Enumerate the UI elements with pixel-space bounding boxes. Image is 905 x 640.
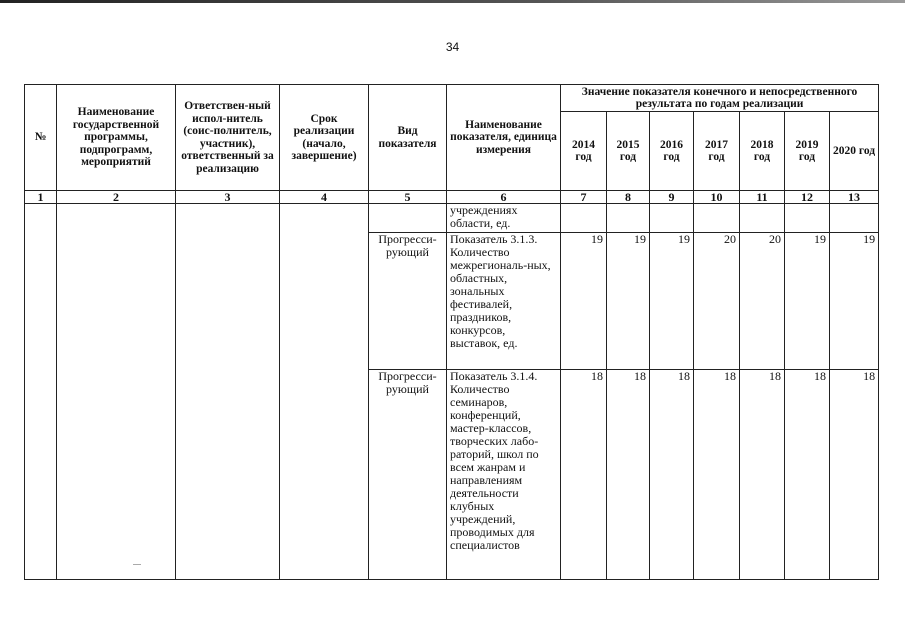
column-number: 13 bbox=[830, 191, 879, 204]
column-number: 12 bbox=[785, 191, 830, 204]
header-col-number: № bbox=[25, 85, 57, 191]
column-number: 11 bbox=[740, 191, 785, 204]
column-number: 8 bbox=[607, 191, 650, 204]
cell-period bbox=[280, 204, 369, 580]
header-col-indicator-name: Наименование показателя, единица измерения bbox=[447, 85, 561, 191]
cell-indicator-type: Прогресси-рующий bbox=[369, 370, 447, 580]
cell-value: 18 bbox=[694, 370, 740, 580]
header-year-2018: 2018 год bbox=[740, 112, 785, 191]
column-number: 10 bbox=[694, 191, 740, 204]
indicators-table bbox=[24, 84, 879, 580]
cell-number bbox=[25, 204, 57, 580]
cell-value: 18 bbox=[740, 370, 785, 580]
cell-value bbox=[650, 204, 694, 233]
column-number: 4 bbox=[280, 191, 369, 204]
cell-indicator-name: учреждениях области, ед. bbox=[447, 204, 561, 233]
cell-value: 19 bbox=[561, 233, 607, 370]
cell-value: 20 bbox=[694, 233, 740, 370]
cell-indicator-type bbox=[369, 204, 447, 233]
header-col-executor: Ответствен-ный испол-нитель (соис-полнитель, участник), ответственный за реализацию bbox=[176, 85, 280, 191]
header-year-2014: 2014 год bbox=[561, 112, 607, 191]
header-col-program: Наименование государственной программы, подпрограмм, мероприятий bbox=[57, 85, 176, 191]
cell-value: 18 bbox=[785, 370, 830, 580]
column-number: 9 bbox=[650, 191, 694, 204]
header-year-2015: 2015 год bbox=[607, 112, 650, 191]
cell-value: 19 bbox=[785, 233, 830, 370]
cell-value: 20 bbox=[740, 233, 785, 370]
header-year-2016: 2016 год bbox=[650, 112, 694, 191]
column-number: 5 bbox=[369, 191, 447, 204]
cell-value: 18 bbox=[607, 370, 650, 580]
header-year-2017: 2017 год bbox=[694, 112, 740, 191]
header-col-indicator-type: Вид показателя bbox=[369, 85, 447, 191]
header-year-2019: 2019 год bbox=[785, 112, 830, 191]
column-number: 3 bbox=[176, 191, 280, 204]
cell-value bbox=[561, 204, 607, 233]
cell-indicator-name: Показатель 3.1.4. Количество семинаров, конференций, мастер-классов, творческих лабо-раторий, школ по всем жанрам и направлениям деятельности клубных учреждений, проводимых для специалистов bbox=[447, 370, 561, 580]
cell-value: 19 bbox=[607, 233, 650, 370]
cell-value: 19 bbox=[650, 233, 694, 370]
scan-mark bbox=[133, 564, 141, 565]
header-year-2020: 2020 год bbox=[830, 112, 879, 191]
column-number: 7 bbox=[561, 191, 607, 204]
scan-edge bbox=[0, 0, 905, 3]
cell-value bbox=[607, 204, 650, 233]
cell-value: 18 bbox=[561, 370, 607, 580]
cell-value bbox=[830, 204, 879, 233]
cell-indicator-type: Прогресси-рующий bbox=[369, 233, 447, 370]
column-number: 2 bbox=[57, 191, 176, 204]
column-number: 1 bbox=[25, 191, 57, 204]
cell-executor bbox=[176, 204, 280, 580]
page-number: 34 bbox=[445, 40, 460, 54]
header-group-values: Значение показателя конечного и непосредственного результата по годам реализации bbox=[561, 85, 879, 112]
cell-value bbox=[694, 204, 740, 233]
header-col-period: Срок реализации (начало, завершение) bbox=[280, 85, 369, 191]
column-number: 6 bbox=[447, 191, 561, 204]
cell-indicator-name: Показатель 3.1.3. Количество межрегиональ-ных, областных, зональных фестивалей, праздников, конкурсов, выставок, ед. bbox=[447, 233, 561, 370]
cell-value: 18 bbox=[830, 370, 879, 580]
cell-value: 18 bbox=[650, 370, 694, 580]
cell-value bbox=[785, 204, 830, 233]
column-numbers-row bbox=[25, 191, 879, 204]
cell-value: 19 bbox=[830, 233, 879, 370]
cell-value bbox=[740, 204, 785, 233]
cell-program bbox=[57, 204, 176, 580]
table-row bbox=[25, 204, 879, 233]
